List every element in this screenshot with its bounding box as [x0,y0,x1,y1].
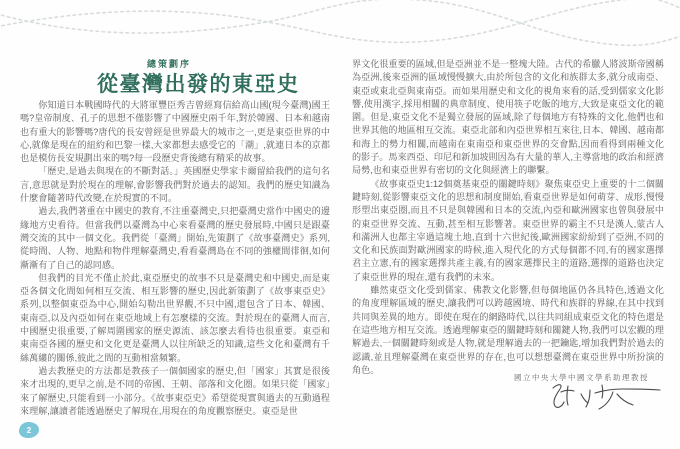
body-paragraph: 過去教歷史的方法都是教孩子一個個國家的歷史,但「國家」其實是很後來才出現的,更早之前,是不同的帝國、王朝、部落和文化圈。如果只從「國家」來了解歷史,只能看到一小部分。《故事東亞史》希望從現實與過去的互動過程來理解,讓讀者能透過歷史了解現在,用現在的角度觀察歷史。東亞是世 [20,365,330,416]
signature-name-text [0,0,1,1]
right-page-body [352,58,664,377]
page-title: 從臺灣出發的東亞史 [97,71,300,96]
body-paragraph: 你知道日本戰國時代的大將軍豐臣秀吉曾經寫信給高山國(現今臺灣)國王嗎?皇帝制度、孔子的思想不僅影響了中國歷史兩千年,對於韓國、日本和越南也有重大的影響嗎?唐代的長安曾經是世界最大的城市之一,更是東亞世界的中心,就像是現在的紐約和巴黎一樣,大家都想去感受它的「潮」,就連日本的京都也是模仿長安規劃出來的嗎?每一段歷史背後總有精采的故事。 [20,100,330,164]
body-paragraph: 但我們的目光不僅止於此,東亞歷史的故事不只是臺灣史和中國史,而是東亞各個文化間如何相互交流、相互影響的歷史,因此新策劃了《故事東亞史》系列,以整個東亞為中心,開始勾勒出世界觀,不只中國,還包含了日本、韓國、東南亞,以及內亞如何在東亞地域上有怎麼樣的交流。對於現在的臺灣人而言,中國歷史很重要,了解周圍國家的歷史源流、該怎麼去看待也很重要。東亞和東南亞各國的歷史和文化更是臺灣人以往所缺乏的知識,這些文化和臺灣有千絲萬縷的關係,彼此之間的互動相當頻繁。 [20,272,330,363]
author-attribution: 國立中央大學中國文學系助理教授 [514,373,649,382]
body-paragraph: 雖然東亞文化受到儒家、佛教文化影響,但每個地區仍各具特色,透過文化的角度理解區域的歷史,讓我們可以跨越國境、時代和族群的界線,在其中找到共同與差異的地方。即使在現在的網路時代,以往共同組成東亞文化的特色還是在這些地方相互交流。透過理解東亞的關鍵時刻和關鍵人物,我們可以宏觀的理解過去,一個關鍵時刻或是人物,就是理解過去的一把鑰匙,增加我們對於過去的認識,並且理解臺灣在東亞世界的存在,也可以想想臺灣在東亞世界中所扮演的角色。 [352,285,664,375]
page-number-badge: 2 [19,422,39,438]
decorative-wave-lines-icon [0,0,680,60]
body-paragraph: 「歷史,是過去與現在的不斷對話。」英國歷史學家卡爾留給我們的這句名言,意思就是對於現在的理解,會影響我們對於過去的認知。我們的歷史知識為什麼會隨著時代改變,在於現實的不同。 [20,166,330,204]
body-paragraph: 過去,我們著重在中國史的教育,不注重臺灣史,只把臺灣史當作中國史的邊緣地方史看待。但當我們以臺灣為中心來看臺灣的歷史發展時,中國只是跟臺灣交流的其中一個文化。我們從「臺灣」開始,先策劃了《故事臺灣史》系列,從時間、人物、地點和物件理解臺灣史,看看臺灣島在不同的強權間徘徊,如何漸漸有了自己的認同感。 [20,206,330,270]
signature-handwritten [543,380,667,416]
left-page-body [20,99,330,418]
section-label: 總策劃序 [147,59,192,69]
body-paragraph: 《故事東亞史1:12個奠基東亞的關鍵時刻》聚焦東亞史上重要的十二個關鍵時刻,從影響東亞文化的思想和制度開始,看東亞世界是如何萌芽、成形,慢慢形塑出東亞圈,而且不只是與韓國和日本的交流,內亞和歐洲國家也曾與發展中的東亞世界交流、互動,甚至相互影響著。東亞世界的霸主不只是漢人,蒙古人和滿洲人也都主宰過這塊土地,直到十六世紀後,歐洲國家紛紛到了亞洲,不同的文化和民族面對歐洲國家的時候,進入現代化的方式每個都不同,有的國家選擇君主立憲,有的國家選擇共產主義,有的國家選擇民主的道路,選擇的道路也決定了東亞世界的現在,還有我們的未來。 [352,178,664,282]
body-paragraph: 界文化很重要的區域,但是亞洲並不是一整塊大陸。古代的希臘人將波斯帝國稱為亞洲,後來亞洲的區域慢慢擴大,由於所包含的文化和族群太多,就分成南亞、東亞或東北亞與東南亞。而如果用歷史和文化的視角來看的話,受到儒家文化影響,使用漢字,採用相關的典章制度、使用筷子吃飯的地方,大致是東亞文化的範圍。但是,東亞文化不是獨立發展的區域,除了每個地方有特殊的文化,他們也和世界其他的地區相互交流。東亞北部和內亞世界相互來往,日本、韓國、越南都和海上的勢力相關,而越南在東南亞和東亞世界的交會點,因而看得到兩種文化的影子。馬來西亞、印尼和新加坡則因為有大量的華人,主導當地的政治和經濟局勢,也和東亞世界有密切的文化與經濟上的聯繫。 [352,59,664,176]
